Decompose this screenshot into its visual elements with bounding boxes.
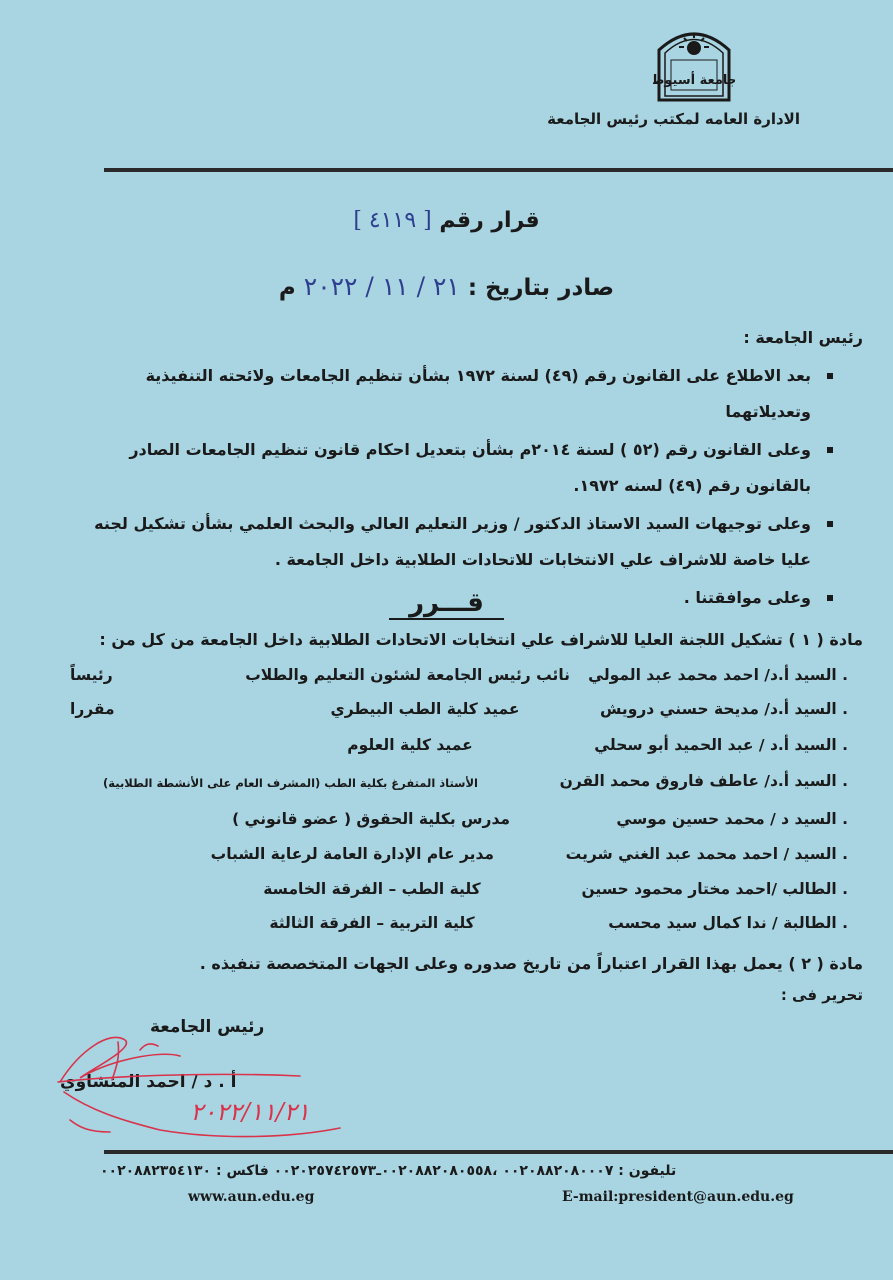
header-divider [104,168,893,172]
member-role: عميد كلية الطب البيطري [330,700,520,718]
president-label: رئيس الجامعة : [743,328,863,347]
member-name: . الطالبة / ندا كمال سيد محسب [608,914,848,932]
member-name: . السيد أ.د / عبد الحميد أبو سحلي [594,736,848,754]
decision-title [0,208,893,233]
decided-heading [0,588,893,618]
office-name: الادارة العامه لمكتب رئيس الجامعة [547,110,800,128]
handwritten-signature [50,1020,350,1150]
preamble-item: وعلى توجيهات السيد الاستاذ الدكتور / وزير التعليم العالي والبحث العلمي بشأن تشكيل لجنه عليا خاصة للاشراف علي الانتخابات للاتحادات الطلابية داخل الجامعة . [81,506,811,578]
footer-website[interactable]: www.aun.edu.eg [188,1189,315,1205]
member-role: كلية الطب – الفرقة الخامسة [263,880,481,898]
member-name: . السيد د / محمد حسين موسي [616,810,848,828]
decided-heading-text: قـــرر [389,588,504,620]
decision-date-prefix: صادر بتاريخ : [467,275,615,301]
footer-divider [104,1150,893,1154]
preamble-list [81,358,811,618]
written-on-label: تحرير فى : [780,986,863,1004]
article-2: مادة ( ٢ ) يعمل بهذا القرار اعتباراً من تاريخ صدوره وعلى الجهات المتخصصة تنفيذه . [199,954,863,973]
footer-email[interactable]: E-mail:president@aun.edu.eg [562,1189,794,1205]
article-1: مادة ( ١ ) تشكيل اللجنة العليا للاشراف علي انتخابات الاتحادات الطلابية داخل الجامعة من كل من : [99,630,863,649]
decision-date-suffix: م [278,275,296,301]
member-role: الأستاذ المتفرغ بكلية الطب (المشرف العام على الأنشطة الطلابية) [103,776,478,790]
preamble-item: وعلى القانون رقم (٥٢ ) لسنة ٢٠١٤م بشأن بتعديل احكام قانون تنظيم الجامعات الصادر بالقانون رقم (٤٩) لسنه ١٩٧٢. [81,432,811,504]
preamble-item: وعلى موافقتنا . [81,580,811,616]
member-name: . السيد أ.د/ عاطف فاروق محمد القرن [559,772,848,790]
member-role: كلية التربية – الفرقة الثالثة [269,914,475,932]
decision-date-line [0,272,893,301]
decision-date: ٢١ / ١١ / ٢٠٢٢ [303,272,460,301]
footer-phones: تليفون : ٠٠٢٠٨٨٢٠٨٠٠٠٧ ،٠٠٢٠٨٨٢٠٨٠٥٥٨ـ٠٠٢٠٢٥٧٤٢٥٧٣ فاكس : ٠٠٢٠٨٨٢٣٥٤١٣٠ [100,1163,677,1179]
signature-date: ٢٠٢٢/١١/٢١ [190,1098,310,1126]
member-role: نائب رئيس الجامعة لشئون التعليم والطلاب [245,666,570,684]
university-logo [653,26,735,102]
member-role: عميد كلية العلوم [347,736,473,754]
preamble-item: بعد الاطلاع على القانون رقم (٤٩) لسنة ١٩٧٢ بشأن تنظيم الجامعات ولائحته التنفيذية وتعديلاتهما [81,358,811,430]
logo-text: جامعة أسيوط [653,73,735,88]
member-note: رئيساً [70,666,113,684]
decision-number: [ ٤١١٩ ] [353,208,432,233]
member-name: . الطالب /احمد مختار محمود حسين [581,880,848,898]
member-role: مدرس بكلية الحقوق ( عضو قانوني ) [232,810,510,828]
signature-name: أ . د / احمد المنشاوي [60,1072,237,1092]
member-name: . السيد / احمد محمد عبد الغني شريت [565,845,848,863]
member-name: . السيد أ.د/ احمد محمد عبد المولي [588,666,848,684]
member-name: . السيد أ.د/ مديحة حسني درويش [599,700,848,718]
signature-title: رئيس الجامعة [150,1017,265,1037]
member-note: مقررا [70,700,115,718]
decision-title-prefix: قرار رقم [439,208,540,233]
member-role: مدير عام الإدارة العامة لرعاية الشباب [210,845,494,863]
